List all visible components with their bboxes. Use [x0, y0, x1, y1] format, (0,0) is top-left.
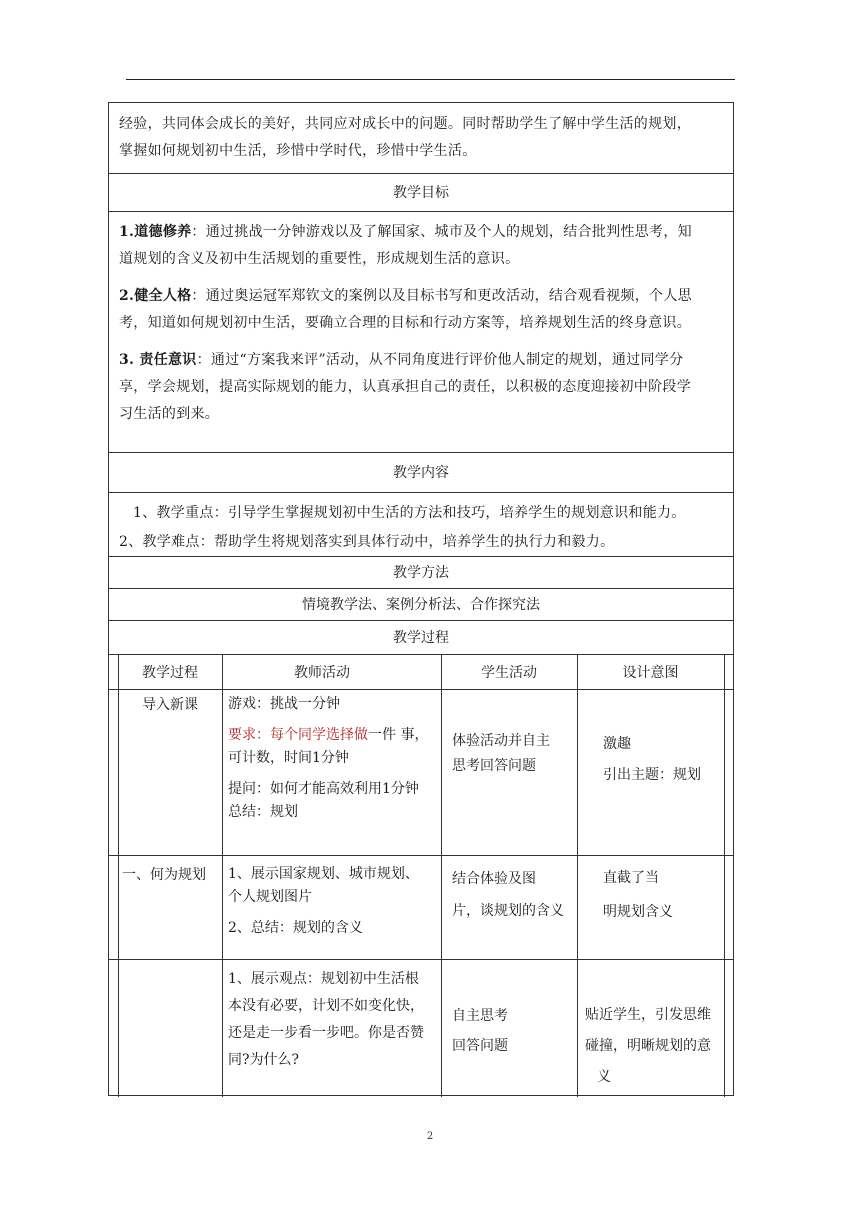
- goal-label: 2.健全人格: [119, 288, 192, 304]
- intent-line: 明规划含义: [603, 904, 673, 920]
- intent-line: 直截了当: [603, 870, 659, 886]
- goals-heading-row: [109, 174, 733, 212]
- teacher-line: 提问：如何才能高效利用1分钟: [228, 781, 419, 797]
- process-heading: 教学过程: [393, 630, 449, 646]
- goal-text: ：通过挑战一分钟游戏以及了解国家、城市及个人的规划，结合批判性思考，知: [191, 224, 692, 240]
- process-table-header: [109, 655, 733, 690]
- lesson-table: [108, 102, 734, 1096]
- teacher-line: 还是走一步看一步吧。你是否赞: [228, 1025, 424, 1041]
- col-header-intent: 设计意图: [622, 665, 679, 681]
- student-cell: [452, 863, 576, 927]
- requirement-text: 要求：每个同学选择做: [228, 727, 368, 743]
- content-heading-row: [109, 453, 733, 493]
- teacher-line: 游戏：挑战一分钟: [228, 696, 340, 712]
- goal-text: 道规划的含义及初中生活规划的重要性，形成规划生活的意识。: [119, 251, 520, 267]
- intro-line: 经验，共同体会成长的美好，共同应对成长中的问题。同时帮助学生了解中学生活的规划，: [119, 116, 691, 132]
- teacher-cell: [228, 966, 440, 1074]
- intent-cell: [603, 861, 723, 929]
- intent-line: 激趣: [603, 736, 631, 752]
- process-heading-row: [109, 621, 733, 655]
- student-line: 片，谈规划的含义: [452, 903, 564, 919]
- col-header-stage: 教学过程: [142, 665, 198, 681]
- goal-item: [119, 347, 723, 374]
- stage-cell: 导入新课: [142, 697, 198, 713]
- intent-line: 贴近学生，引发思维: [585, 1007, 711, 1023]
- student-cell: [452, 729, 576, 779]
- student-line: 思考回答问题: [452, 758, 536, 774]
- stage-cell: 一、何为规划: [122, 867, 206, 883]
- table-row: [109, 856, 733, 960]
- intro-line: 掌握如何规划初中生活，珍惜中学时代，珍惜中学生活。: [119, 143, 477, 159]
- teacher-line: 同?为什么?: [228, 1052, 300, 1068]
- table-row: [109, 690, 733, 856]
- col-header-student: 学生活动: [481, 665, 537, 681]
- goal-label: 3. 责任意识: [119, 352, 197, 368]
- teacher-cell: [228, 863, 440, 940]
- teacher-line: 2、总结：规划的含义: [228, 920, 363, 936]
- intro-row: [109, 103, 733, 174]
- difficult-point: 2、教学难点：帮助学生将规划落实到具体行动中，培养学生的执行力和毅力。: [119, 534, 615, 550]
- goal-text: ：通过“方案我来评”活动，从不同角度进行评价他人制定的规划，通过同学分: [196, 352, 684, 368]
- header-rule: [126, 79, 735, 80]
- teacher-line: 1、展示国家规划、城市规划、: [228, 866, 419, 882]
- student-cell: [452, 1001, 576, 1061]
- goal-text: 考，知道如何规划初中生活，要确立合理的目标和行动方案等，培养规划生活的终身意识。: [119, 315, 691, 331]
- intent-line: 引出主题：规划: [603, 767, 701, 783]
- student-line: 回答问题: [452, 1038, 508, 1054]
- goal-text: 习生活的到来。: [119, 406, 220, 422]
- student-line: 体验活动并自主: [452, 733, 550, 749]
- methods-heading-row: [109, 557, 733, 589]
- intent-cell: [603, 729, 723, 791]
- methods-row: [109, 589, 733, 621]
- intent-line: 义: [597, 1069, 611, 1085]
- teacher-line: 个人规划图片: [228, 889, 312, 905]
- teacher-cell: [228, 693, 440, 824]
- goal-item: [119, 283, 723, 310]
- teacher-line: 可计数，时间1分钟: [228, 750, 349, 766]
- teacher-line: 1、展示观点：规划初中生活根: [228, 971, 419, 987]
- methods-text: 情境教学法、案例分析法、合作探究法: [302, 597, 540, 613]
- content-heading: 教学内容: [393, 465, 449, 481]
- teacher-line: 本没有必要，计划不如变化快，: [228, 998, 424, 1014]
- page-number: 2: [426, 1131, 434, 1142]
- teacher-line: 总结：规划: [228, 804, 298, 820]
- goal-item: [119, 219, 723, 246]
- intent-line: 碰撞，明晰规划的意: [585, 1038, 711, 1054]
- content-body: [109, 493, 733, 557]
- methods-heading: 教学方法: [393, 565, 449, 581]
- student-line: 自主思考: [452, 1008, 508, 1024]
- table-row: [109, 960, 733, 1097]
- goal-text: ：通过奥运冠军郑钦文的案例以及目标书写和更改活动，结合观看视频，个人思: [191, 288, 692, 304]
- goal-label: 1.道德修养: [119, 224, 192, 240]
- key-point: 1、教学重点：引导学生掌握规划初中生活的方法和技巧，培养学生的规划意识和能力。: [133, 505, 686, 521]
- goals-heading: 教学目标: [393, 185, 449, 201]
- col-header-teacher: 教师活动: [294, 665, 350, 681]
- goals-body: [109, 212, 733, 453]
- goal-text: 享，学会规划，提高实际规划的能力，认真承担自己的责任，以积极的态度迎接初中阶段学: [119, 379, 691, 395]
- student-line: 结合体验及图: [452, 871, 536, 887]
- intent-cell: [585, 1000, 723, 1093]
- requirement-rest: 一件 事，: [368, 727, 429, 743]
